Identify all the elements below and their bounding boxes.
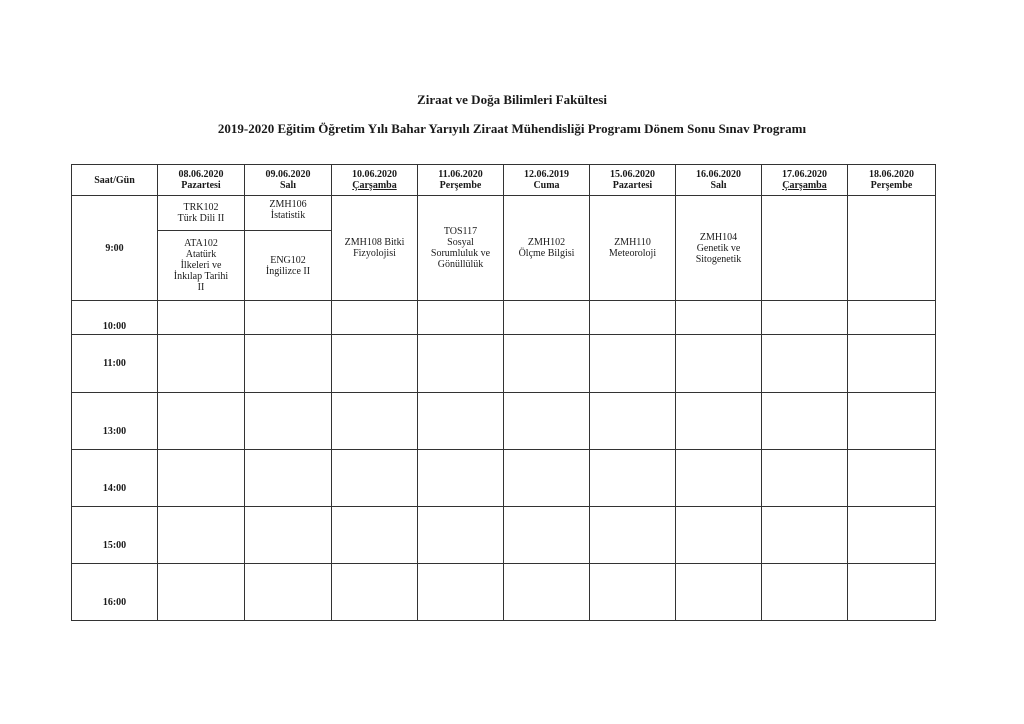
exam-cell: TOS117 Sosyal Sorumluluk ve Gönüllülük <box>418 196 504 301</box>
time-label: 10:00 <box>72 301 158 335</box>
time-row <box>72 335 936 393</box>
time-label: 13:00 <box>72 393 158 450</box>
header-row <box>72 165 936 196</box>
day-header: 10.06.2020 Çarşamba <box>332 165 418 196</box>
time-label: 16:00 <box>72 564 158 621</box>
time-label: 9:00 <box>72 196 158 301</box>
time-label: 14:00 <box>72 450 158 507</box>
corner-header: Saat/Gün <box>72 165 158 196</box>
time-row <box>72 564 936 621</box>
schedule-title: 2019-2020 Eğitim Öğretim Yılı Bahar Yarıyılı Ziraat Mühendisliği Programı Dönem Sonu Sınav Programı <box>217 121 807 136</box>
time-row <box>72 450 936 507</box>
faculty-title: Ziraat ve Doğa Bilimleri Fakültesi <box>417 92 607 107</box>
exam-schedule-table <box>71 164 936 621</box>
empty-cell <box>848 196 936 301</box>
day-header: 15.06.2020 Pazartesi <box>590 165 676 196</box>
time-row <box>72 301 936 335</box>
empty-cell <box>762 196 848 301</box>
day-header: 17.06.2020 Çarşamba <box>762 165 848 196</box>
day-header: 09.06.2020 Salı <box>245 165 332 196</box>
time-row <box>72 507 936 564</box>
exam-cell: ENG102 İngilizce II <box>245 231 332 301</box>
exam-cell: ZMH106 İstatistik <box>245 196 332 231</box>
time-label: 15:00 <box>72 507 158 564</box>
time-row-9 <box>72 196 936 231</box>
day-header: 16.06.2020 Salı <box>676 165 762 196</box>
exam-cell: ZMH108 Bitki Fizyolojisi <box>332 196 418 301</box>
day-header: 11.06.2020 Perşembe <box>418 165 504 196</box>
time-row <box>72 393 936 450</box>
day-header: 12.06.2019 Cuma <box>504 165 590 196</box>
exam-cell: ZMH110 Meteoroloji <box>590 196 676 301</box>
day-header: 08.06.2020 Pazartesi <box>158 165 245 196</box>
time-label: 11:00 <box>72 335 158 393</box>
exam-cell: ZMH104 Genetik ve Sitogenetik <box>676 196 762 301</box>
exam-cell: ATA102 Atatürk İlkeleri ve İnkılap Tarihi II <box>158 231 245 301</box>
exam-cell: TRK102 Türk Dili II <box>158 196 245 231</box>
exam-cell: ZMH102 Ölçme Bilgisi <box>504 196 590 301</box>
day-header: 18.06.2020 Perşembe <box>848 165 936 196</box>
